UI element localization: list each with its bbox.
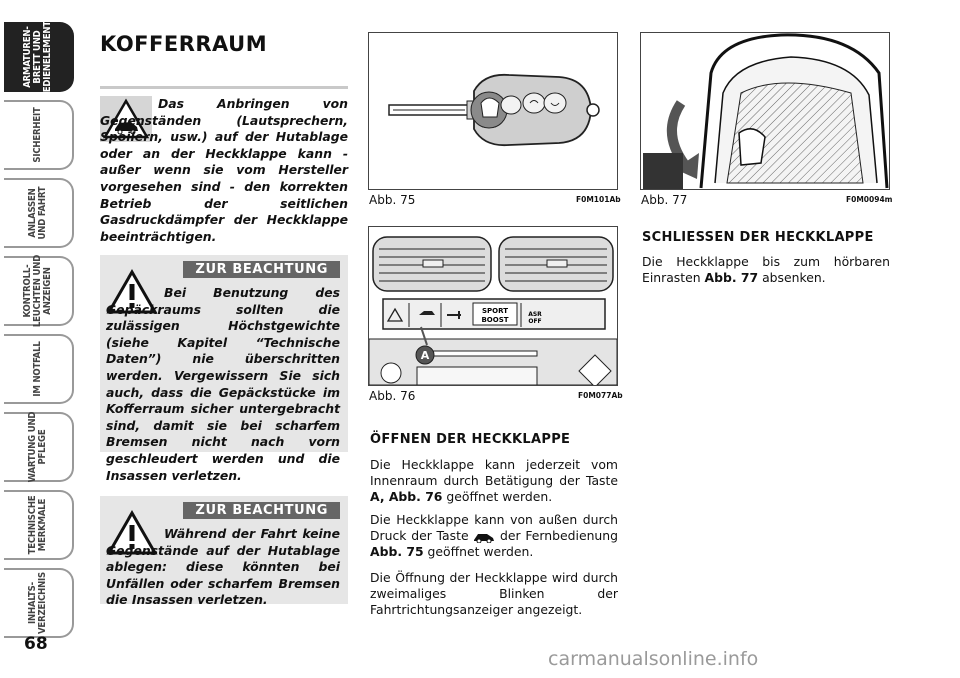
tab-inhaltsverzeichnis[interactable]: INHALTS- VERZEICHNIS [4,568,74,638]
marker-a: A [420,349,430,362]
tab-wartung[interactable]: WARTUNG UND PFLEGE [4,412,74,482]
figure-75-caption: Abb. 75 [369,193,416,207]
paragraph-schliessen: Die Heckklappe bis zum hörbaren Einrasten Abb. 77 absenken. [642,254,890,285]
car-key-icon [473,531,495,542]
title-divider [100,86,348,89]
heading-schliessen: SCHLIESSEN DER HECKKLAPPE [642,230,874,245]
tab-technische-merkmale[interactable]: TECHNISCHE MERKMALE [4,490,74,560]
figure-76-code: F0M077Ab [578,391,623,400]
chapter-tabs [0,15,82,637]
paragraph-oeffnen-1: Die Heckklappe kann jederzeit vom Innenraum durch Betätigung der Taste A, Abb. 76 geöffnet werden. [370,457,618,504]
asr-label: ASR [528,311,542,318]
warning-box-2 [100,496,348,608]
figure-75-remote-key [368,32,618,190]
boost-label: BOOST [481,316,509,324]
warning-text: Während der Fahrt keine Gegenstände auf der Hutablage ablegen: diese könnten bei Unfällen oder scharfem Bremsen die Insassen verletzen. [106,526,340,608]
page-number: 68 [24,634,48,654]
tab-im-notfall[interactable]: IM NOTFALL [4,334,74,404]
tab-sicherheit[interactable]: SICHERHEIT [4,100,74,170]
paragraph-oeffnen-2: Die Heckklappe kann von außen durch Druck der Taste der Fernbedienung Abb. 75 geöffnet werden. [370,512,619,559]
warning-header: ZUR BEACHTUNG [183,502,340,519]
paragraph-oeffnen-3: Die Öffnung der Heckklappe wird durch zweimaliges Blinken der Fahrtrichtungsanzeiger angezeigt. [370,570,618,617]
figure-76-caption: Abb. 76 [369,389,416,403]
watermark: carmanualsonline.info [548,648,759,670]
figure-77-code: F0M0094m [846,195,893,204]
figure-76-dashboard [368,226,618,386]
note-hutablage: Das Anbringen von Gegenständen (Lautsprechern, Spoilern, usw.) auf der Hutablage oder an der Heckklappe kann - außer wenn sie vom Hersteller vorgesehen sind - den korrekten Betrieb der seitlichen Gasdruckdämpfer der Heckklappe beeinträchtigen. [100,96,348,244]
figure-77-caption: Abb. 77 [641,193,688,207]
off-label: OFF [528,318,542,325]
figure-75-code: F0M101Ab [576,195,621,204]
sport-label: SPORT [482,307,508,315]
warning-header: ZUR BEACHTUNG [183,261,340,278]
warning-text: Bei Benutzung des Gepäckraums sollten die zulässigen Höchstgewichte (siehe Kapitel “Technische Daten”) nie überschritten werden. Vergewissern Sie sich auch, dass die Gepäckstücke im Kofferraum sicher untergebracht sind, damit sie bei scharfem Bremsen nicht nach vorn geschleudert werden und die Insassen verletzen. [106,285,340,483]
warning-box-1 [100,255,348,483]
heading-oeffnen: ÖFFNEN DER HECKKLAPPE [370,432,571,447]
tab-kontrollleuchten[interactable]: KONTROLL- LEUCHTEN UND ANZEIGEN [4,256,74,326]
figure-77-tailgate [640,32,890,190]
tab-armaturenbrett[interactable]: ARMATUREN- BRETT UND BEDIENELEMENTE [4,22,74,92]
tab-anlassen[interactable]: ANLASSEN UND FAHRT [4,178,74,248]
page-title: KOFFERRAUM [100,32,268,56]
